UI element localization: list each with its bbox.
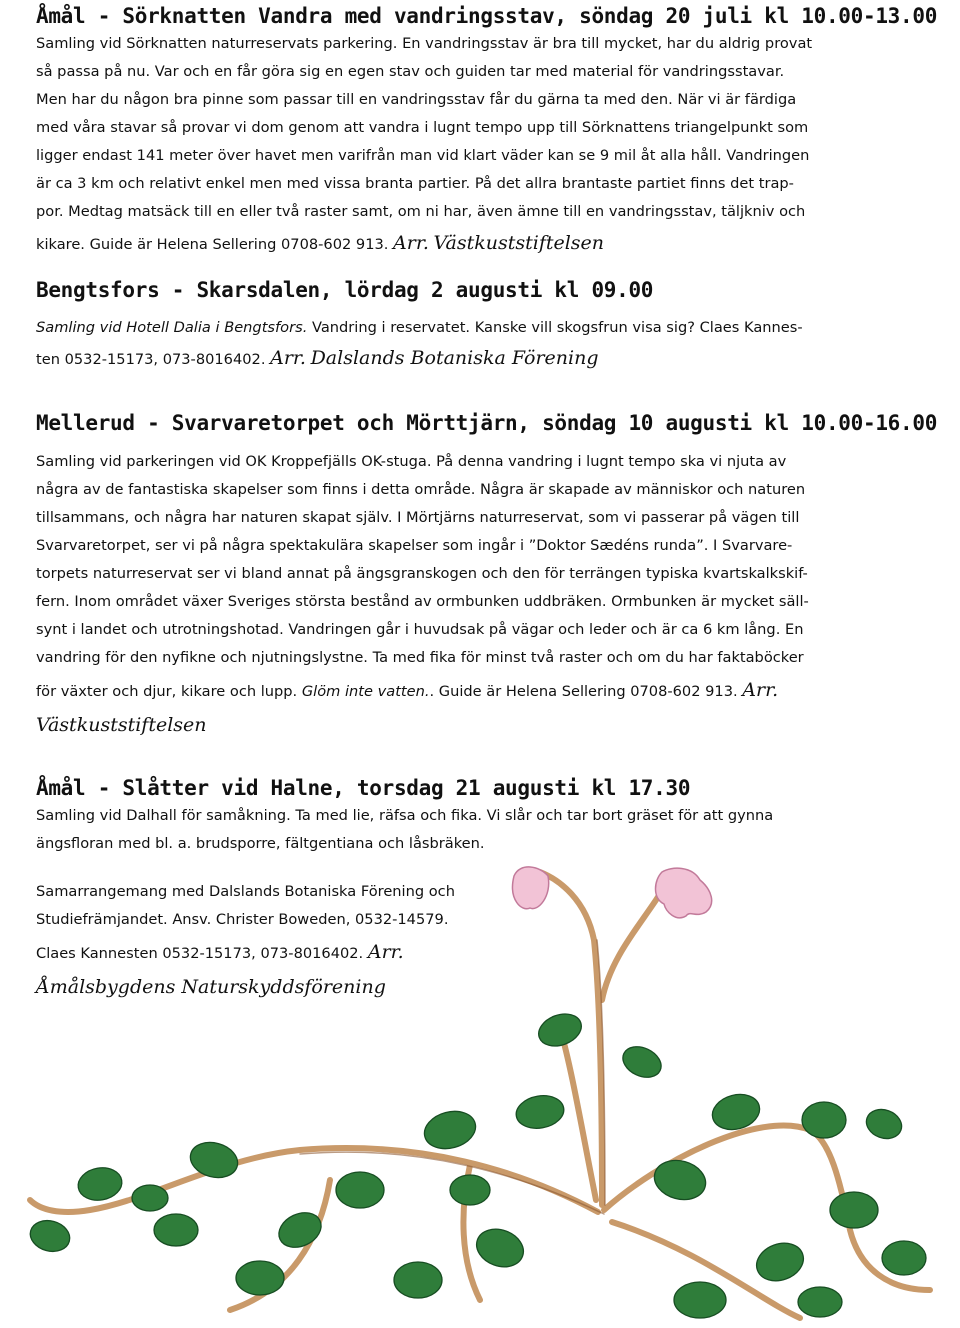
guide-contact: . Guide är Helena Sellering 0708-602 913. [429, 683, 738, 700]
guide-contact: kikare. Guide är Helena Sellering 0708-602 913. [36, 236, 389, 253]
body-line: Samarrangemang med Dalslands Botaniska Förening och [36, 883, 455, 900]
organizer: Dalslands Botaniska Förening [310, 347, 599, 369]
body-line: vandring för den nyfikne och njutningslystne. Ta med fika för minst två raster och om du har faktaböcker [36, 649, 804, 666]
body-line: några av de fantastiska skapelser som finns i detta område. Några är skapade av människor och naturen [36, 481, 806, 498]
body-line: Samling vid Sörknatten naturreservats parkering. En vandringsstav är bra till mycket, har du aldrig provat [36, 35, 813, 52]
arr-label: Arr. [742, 679, 779, 701]
body-line: fern. Inom området växer Sveriges största bestånd av ormbunken uddbräken. Ormbunken är mycket säll- [36, 593, 809, 610]
body-line: är ca 3 km och relativt enkel men med vissa branta partier. På det allra brantaste partiet finns det trap- [36, 175, 794, 192]
body-text: Vandring i reservatet. Kanske vill skogsfrun visa sig? Claes Kannes- [307, 319, 803, 336]
body-text: för växter och djur, kikare och lupp. [36, 683, 298, 700]
meeting-point: Samling vid Hotell Dalia i Bengtsfors. [36, 319, 308, 336]
organizer: Västkuststiftelsen [433, 232, 605, 254]
organizer: Åmålsbygdens Naturskyddsförening [36, 976, 386, 998]
body-line: med våra stavar så provar vi dom genom att vandra i lugnt tempo upp till Sörknattens triangelpunkt som [36, 119, 809, 136]
body-line: tillsammans, och några har naturen skapat själv. I Mörtjärns naturreservat, som vi passerar på vägen till [36, 509, 800, 526]
event-heading: Åmål - Sörknatten Vandra med vandringsstav, söndag 20 juli kl 10.00-13.00 [36, 4, 938, 28]
arr-label: Arr. [367, 941, 404, 963]
organizer: Västkuststiftelsen [36, 714, 207, 736]
body-line: Studiefrämjandet. Ansv. Christer Boweden, 0532-14579. [36, 911, 449, 928]
arr-label: Arr. [393, 232, 429, 254]
body-line: Svarvaretorpet, ser vi på några spektakulära skapelser som ingår i ”Doktor Sædéns runda”. I Svarvare- [36, 537, 793, 554]
body-line: por. Medtag matsäck till en eller två raster samt, om ni har, även ämne till en vandringsstav, täljkniv och [36, 203, 806, 220]
body-line: torpets naturreservat ser vi bland annat på ängsgranskogen och den för terrängen typiska kvartskalkskif- [36, 565, 808, 582]
body-line: ängsfloran med bl. a. brudsporre, fältgentiana och låsbräken. [36, 835, 485, 852]
event-heading: Bengtsfors - Skarsdalen, lördag 2 augusti kl 09.00 [36, 278, 654, 302]
body-line: Samling vid parkeringen vid OK Kroppefjälls OK-stuga. På denna vandring i lugnt tempo ska vi njuta av [36, 453, 787, 470]
event-heading: Mellerud - Svarvaretorpet och Mörttjärn, söndag 10 augusti kl 10.00-16.00 [36, 411, 938, 435]
arr-label: Arr. [270, 347, 306, 369]
body-line: ligger endast 141 meter över havet men varifrån man vid klart väder kan se 9 mil åt alla håll. Vandringen [36, 147, 810, 164]
contact: ten 0532-15173, 073-8016402. [36, 351, 266, 368]
event-heading: Åmål - Slåtter vid Halne, torsdag 21 augusti kl 17.30 [36, 776, 691, 800]
body-line: synt i landet och utrotningshotad. Vandringen går i huvudsak på vägar och leder och är ca 6 km lång. En [36, 621, 804, 638]
contact: Claes Kannesten 0532-15173, 073-8016402. [36, 945, 364, 962]
water-note: Glöm inte vatten. [301, 683, 430, 700]
body-line: så passa på nu. Var och en får göra sig en egen stav och guiden tar med material för vandringsstavar. [36, 63, 785, 80]
body-line: Men har du någon bra pinne som passar till en vandringsstav får du gärna ta med den. När vi är färdiga [36, 91, 797, 108]
body-line: Samling vid Dalhall för samåkning. Ta med lie, räfsa och fika. Vi slår och tar bort gräset för att gynna [36, 807, 774, 824]
